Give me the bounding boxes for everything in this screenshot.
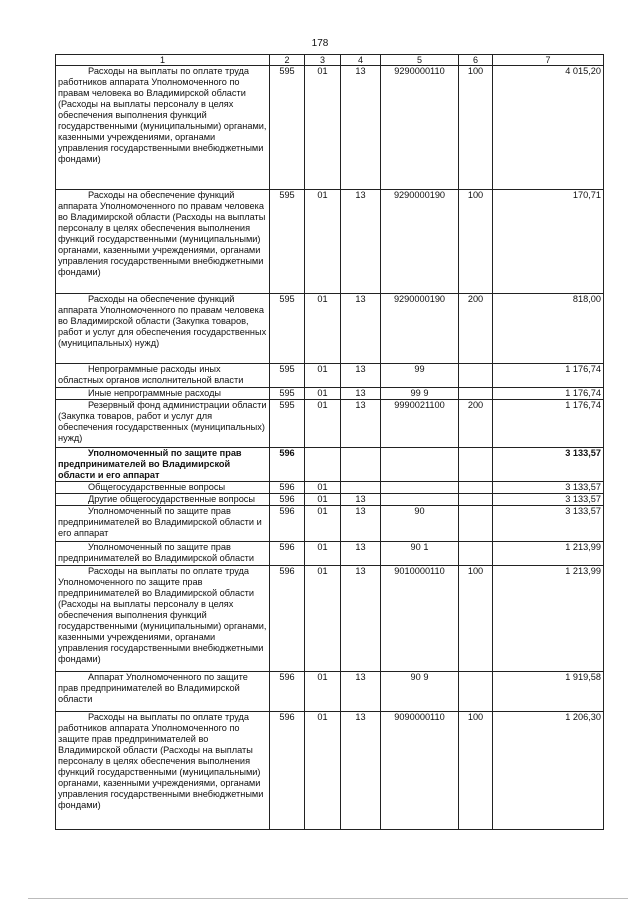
row-section: 01 bbox=[305, 482, 341, 494]
description-text: Резервный фонд администрации области (Закупка товаров, работ и услуг для обеспечения государственных (муниципальных) нужд) bbox=[58, 400, 267, 443]
row-section: 01 bbox=[305, 66, 341, 190]
row-target-article: 99 bbox=[381, 364, 459, 388]
table-row bbox=[56, 712, 604, 830]
description-text: Уполномоченный по защите прав предпринимателей во Владимирской области и его аппарат bbox=[58, 506, 262, 538]
table-row bbox=[56, 190, 604, 294]
column-header: 7 bbox=[493, 55, 604, 66]
description-text: Общегосударственные вопросы bbox=[88, 482, 226, 492]
row-amount: 1 213,99 bbox=[493, 566, 604, 672]
column-header: 6 bbox=[459, 55, 493, 66]
table-row bbox=[56, 400, 604, 448]
row-subsection bbox=[341, 448, 381, 482]
row-amount: 1 213,99 bbox=[493, 542, 604, 566]
row-subsection bbox=[341, 482, 381, 494]
row-description bbox=[56, 400, 270, 448]
row-subsection: 13 bbox=[341, 66, 381, 190]
table-row bbox=[56, 494, 604, 506]
description-text: Другие общегосударственные вопросы bbox=[88, 494, 256, 504]
row-section: 01 bbox=[305, 672, 341, 712]
row-amount: 1 176,74 bbox=[493, 400, 604, 448]
row-amount: 1 176,74 bbox=[493, 388, 604, 400]
row-amount: 1 206,30 bbox=[493, 712, 604, 830]
row-admin-code: 595 bbox=[270, 190, 305, 294]
row-section: 01 bbox=[305, 494, 341, 506]
row-admin-code: 596 bbox=[270, 542, 305, 566]
row-expense-type: 200 bbox=[459, 400, 493, 448]
row-description bbox=[56, 294, 270, 364]
description-text: Уполномоченный по защите прав предпринимателей во Владимирской области bbox=[58, 542, 255, 563]
row-expense-type: 100 bbox=[459, 190, 493, 294]
description-text: Уполномоченный по защите прав предпринимателей во Владимирской области и его аппарат bbox=[58, 448, 242, 480]
description-text: Аппарат Уполномоченного по защите прав предпринимателей во Владимирской области bbox=[58, 672, 248, 704]
row-amount: 3 133,57 bbox=[493, 448, 604, 482]
row-admin-code: 595 bbox=[270, 294, 305, 364]
row-amount: 4 015,20 bbox=[493, 66, 604, 190]
page-number: 178 bbox=[311, 38, 329, 49]
row-description bbox=[56, 566, 270, 672]
row-admin-code: 596 bbox=[270, 506, 305, 542]
row-description bbox=[56, 448, 270, 482]
row-target-article: 90 9 bbox=[381, 672, 459, 712]
table-row bbox=[56, 542, 604, 566]
row-target-article: 99 9 bbox=[381, 388, 459, 400]
row-expense-type bbox=[459, 482, 493, 494]
row-amount: 3 133,57 bbox=[493, 494, 604, 506]
budget-table bbox=[55, 54, 604, 830]
row-amount: 3 133,57 bbox=[493, 506, 604, 542]
column-header: 3 bbox=[305, 55, 341, 66]
row-description bbox=[56, 364, 270, 388]
row-amount: 818,00 bbox=[493, 294, 604, 364]
row-admin-code: 596 bbox=[270, 494, 305, 506]
row-target-article: 9290000190 bbox=[381, 294, 459, 364]
row-expense-type: 100 bbox=[459, 66, 493, 190]
row-subsection: 13 bbox=[341, 494, 381, 506]
table-row bbox=[56, 482, 604, 494]
row-admin-code: 595 bbox=[270, 66, 305, 190]
row-admin-code: 595 bbox=[270, 388, 305, 400]
row-expense-type: 100 bbox=[459, 566, 493, 672]
row-section bbox=[305, 448, 341, 482]
row-expense-type bbox=[459, 388, 493, 400]
row-expense-type: 200 bbox=[459, 294, 493, 364]
row-subsection: 13 bbox=[341, 542, 381, 566]
row-expense-type: 100 bbox=[459, 712, 493, 830]
row-amount: 170,71 bbox=[493, 190, 604, 294]
row-subsection: 13 bbox=[341, 400, 381, 448]
row-expense-type bbox=[459, 494, 493, 506]
row-subsection: 13 bbox=[341, 190, 381, 294]
description-text: Расходы на выплаты по оплате труда Уполномоченного по защите прав предпринимателей во Владимирской области (Расходы на выплаты персоналу в целях обеспечения выполнения функций государственными (муниципальными) органами, казенными учреждениями, органами управления государственными внебюджетными фондами) bbox=[58, 566, 267, 664]
row-description bbox=[56, 506, 270, 542]
row-amount: 3 133,57 bbox=[493, 482, 604, 494]
description-text: Расходы на выплаты по оплате труда работников аппарата Уполномоченного по правам человека во Владимирской области (Расходы на выплаты персоналу в целях обеспечения выполнения функций государственными (муниципальными) органами, казенными учреждениями, органами управления государственными внебюджетными фондами) bbox=[58, 66, 267, 164]
row-description bbox=[56, 482, 270, 494]
description-text: Непрограммные расходы иных областных органов исполнительной власти bbox=[58, 364, 244, 385]
column-header: 5 bbox=[381, 55, 459, 66]
column-header: 4 bbox=[341, 55, 381, 66]
column-header: 1 bbox=[56, 55, 270, 66]
row-subsection: 13 bbox=[341, 672, 381, 712]
row-description bbox=[56, 190, 270, 294]
row-subsection: 13 bbox=[341, 388, 381, 400]
row-subsection: 13 bbox=[341, 712, 381, 830]
row-description bbox=[56, 494, 270, 506]
row-description bbox=[56, 66, 270, 190]
row-target-article: 9990021100 bbox=[381, 400, 459, 448]
row-expense-type bbox=[459, 448, 493, 482]
row-section: 01 bbox=[305, 190, 341, 294]
row-section: 01 bbox=[305, 712, 341, 830]
row-description bbox=[56, 388, 270, 400]
row-section: 01 bbox=[305, 542, 341, 566]
header-row bbox=[56, 55, 604, 66]
description-text: Расходы на обеспечение функций аппарата Уполномоченного по правам человека во Владимирской области (Закупка товаров, работ и услуг для обеспечения государственных (муниципальных) нужд) bbox=[58, 294, 267, 348]
row-admin-code: 596 bbox=[270, 712, 305, 830]
table-row bbox=[56, 294, 604, 364]
row-admin-code: 595 bbox=[270, 364, 305, 388]
row-target-article: 90 bbox=[381, 506, 459, 542]
description-text: Иные непрограммные расходы bbox=[88, 388, 222, 398]
row-section: 01 bbox=[305, 400, 341, 448]
row-admin-code: 596 bbox=[270, 672, 305, 712]
table-row bbox=[56, 364, 604, 388]
row-admin-code: 596 bbox=[270, 566, 305, 672]
row-target-article: 9010000110 bbox=[381, 566, 459, 672]
row-admin-code: 596 bbox=[270, 448, 305, 482]
row-section: 01 bbox=[305, 388, 341, 400]
row-section: 01 bbox=[305, 566, 341, 672]
row-amount: 1 176,74 bbox=[493, 364, 604, 388]
row-target-article: 9090000110 bbox=[381, 712, 459, 830]
table-row bbox=[56, 448, 604, 482]
description-text: Расходы на выплаты по оплате труда работников аппарата Уполномоченного по защите прав предпринимателей во Владимирской области (Расходы на выплаты персоналу в целях обеспечения выполнения функций государственными (муниципальными) органами, казенными учреждениями, органами управления государственными внебюджетными фондами) bbox=[58, 712, 264, 810]
row-amount: 1 919,58 bbox=[493, 672, 604, 712]
table-row bbox=[56, 672, 604, 712]
row-subsection: 13 bbox=[341, 364, 381, 388]
page-bottom-edge bbox=[28, 898, 628, 899]
row-target-article: 90 1 bbox=[381, 542, 459, 566]
description-text: Расходы на обеспечение функций аппарата Уполномоченного по правам человека во Владимирской области (Расходы на выплаты персоналу в целях обеспечения выполнения функций государственными (муниципальными) органами, казенными учреждениями, органами управления государственными внебюджетными фондами) bbox=[58, 190, 266, 277]
row-subsection: 13 bbox=[341, 506, 381, 542]
table-row bbox=[56, 566, 604, 672]
row-target-article bbox=[381, 448, 459, 482]
row-section: 01 bbox=[305, 294, 341, 364]
row-subsection: 13 bbox=[341, 566, 381, 672]
row-expense-type bbox=[459, 364, 493, 388]
row-target-article bbox=[381, 482, 459, 494]
row-admin-code: 596 bbox=[270, 482, 305, 494]
table-row bbox=[56, 388, 604, 400]
row-description bbox=[56, 712, 270, 830]
row-expense-type bbox=[459, 506, 493, 542]
row-subsection: 13 bbox=[341, 294, 381, 364]
row-admin-code: 595 bbox=[270, 400, 305, 448]
row-target-article: 9290000110 bbox=[381, 66, 459, 190]
row-description bbox=[56, 672, 270, 712]
row-description bbox=[56, 542, 270, 566]
row-section: 01 bbox=[305, 364, 341, 388]
table-row bbox=[56, 506, 604, 542]
row-target-article: 9290000190 bbox=[381, 190, 459, 294]
row-target-article bbox=[381, 494, 459, 506]
row-expense-type bbox=[459, 542, 493, 566]
row-expense-type bbox=[459, 672, 493, 712]
row-section: 01 bbox=[305, 506, 341, 542]
table-row bbox=[56, 66, 604, 190]
column-header: 2 bbox=[270, 55, 305, 66]
